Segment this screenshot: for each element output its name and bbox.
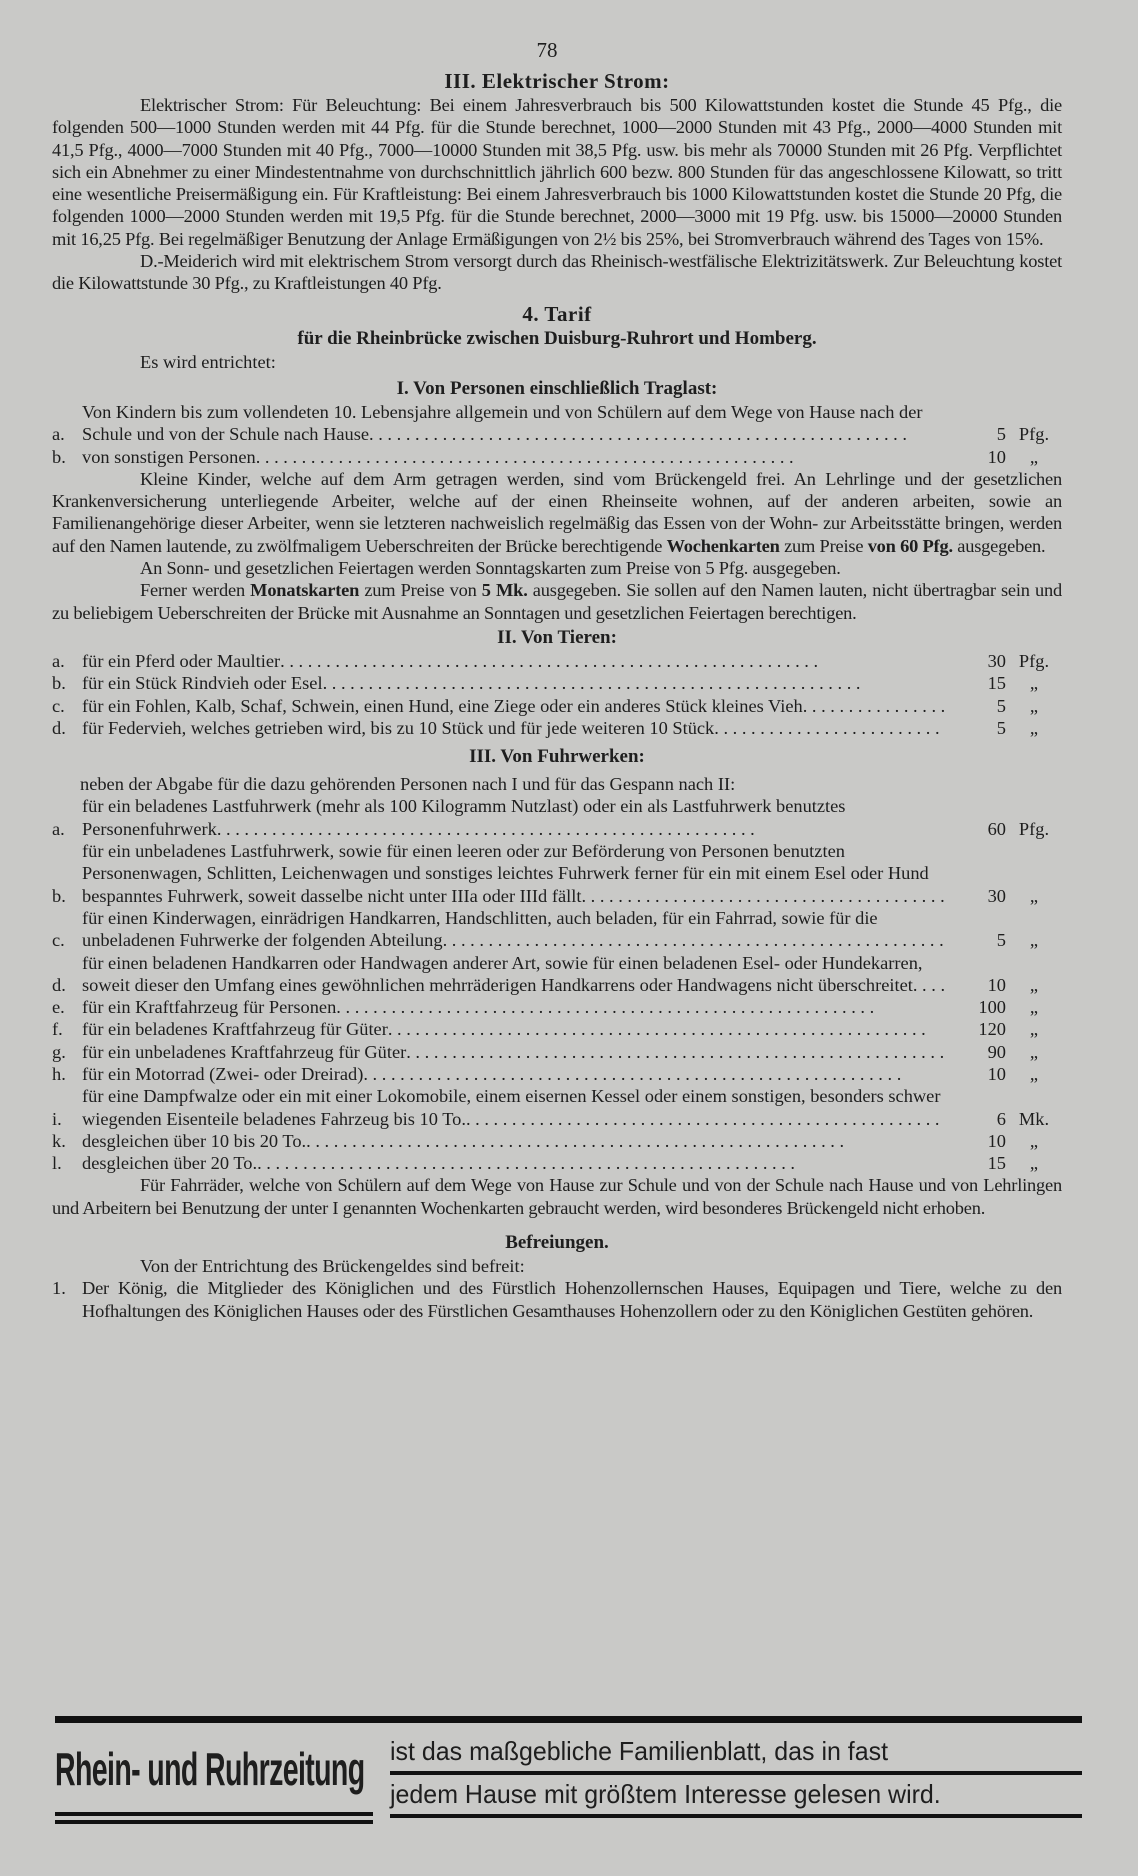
- item-amount: 5: [996, 424, 1006, 445]
- monatskarten-text-start: Ferner werden: [140, 580, 251, 601]
- wochenkarten-text: Kleine Kinder, welche auf dem Arm getragen werden, sind vom Brückengeld frei. An Lehrlinge und der gesetzlichen Krankenversicherung unterliegende Arbeiter, welche auf der einen Rheinseite wohnen, auf der anderen arbeiten, sowie an Familienangehörige dieser Arbeiter, wenn sie letzteren nachweislich regelmäßig das Essen von der Wohn- zur Arbeitsstätte bringen, werden auf den Namen lautende, zu zwölfmaligem Ueberschreiten der Brücke berechtigende: [52, 468, 1062, 556]
- item-unit: Pfg.: [1018, 818, 1050, 839]
- item-text: für ein Fohlen, Kalb, Schaf, Schwein, einen Hund, eine Ziege oder ein anderes Stück kleines Vieh . . .: [82, 695, 944, 717]
- fuhrwerke-tariff-list: [52, 795, 1062, 1174]
- item-text: für ein unbeladenes Kraftfahrzeug für Güter . . .: [82, 1041, 944, 1063]
- monatskarten-label: Monatskarten: [250, 580, 360, 601]
- tariff-row: [52, 1018, 1062, 1040]
- ad-rule: [55, 1820, 373, 1824]
- item-unit: „: [1029, 930, 1039, 951]
- tarif-heading: 4. Tarif: [522, 301, 592, 326]
- tariff-row: [52, 996, 1062, 1018]
- item-unit: „: [1029, 717, 1039, 738]
- document-page: [52, 38, 1062, 1322]
- item-amount: 60: [987, 818, 1006, 839]
- item-text: für ein unbeladenes Lastfuhrwerk, sowie für einen leeren oder zur Beförderung von Personen benutzten Personenwagen, Schlitten, Leichenwagen und sonstiges leichtes Fuhrwerk ferner für ein mit einem Esel oder Hund bespanntes Fuhrwerk, soweit dasselbe nicht unter IIIa oder IIId fällt . . .: [82, 840, 944, 907]
- item-text: für ein Kraftfahrzeug für Personen . . .: [82, 996, 944, 1018]
- item-text: für ein Motorrad (Zwei- oder Dreirad) . . .: [82, 1063, 944, 1085]
- item-letter: d.: [52, 974, 66, 995]
- fahrraeder-note: Für Fahrräder, welche von Schülern auf dem Wege von Hause zur Schule und von der Schule nach Hause und von Lehrlingen und Arbeitern bei Benutzung der unter I genannten Wochenkarten gebraucht werden, wird besonderes Brückengeld nicht erhoben.: [52, 1175, 1062, 1218]
- monatskarten-text-end: ausgegeben. Sie sollen auf den Namen lauten, nicht übertragbar sein und zu beliebigem Ueberschreiten der Brücke mit Ausnahme an Sonntagen und gesetzlichen Feiertagen berechtigen.: [52, 580, 1062, 623]
- item-letter: b.: [52, 673, 66, 694]
- item-unit: „: [1029, 974, 1039, 995]
- monatskarten-text-mid: zum Preise von: [359, 580, 482, 601]
- item-letter: g.: [52, 1041, 66, 1062]
- item-letter: b.: [52, 885, 66, 906]
- item-letter: c.: [52, 695, 65, 716]
- personen-tariff-list: [52, 401, 1062, 468]
- tariff-row: [52, 401, 1062, 446]
- item-unit: „: [1029, 1041, 1039, 1062]
- ad-text-line-1: ist das maßgebliche Familienblatt, das in fast: [390, 1736, 889, 1766]
- item-letter: b.: [52, 446, 66, 467]
- item-amount: 10: [987, 1130, 1006, 1151]
- tariff-row: [52, 840, 1062, 907]
- fuhrwerke-heading: III. Von Fuhrwerken:: [469, 746, 645, 768]
- monatskarten-paragraph: [52, 579, 1062, 624]
- wochenkarten-label: Wochenkarten: [666, 535, 780, 556]
- item-text: für einen beladenen Handkarren oder Handwagen anderer Art, sowie für einen beladenen Esel- oder Hundekarren, soweit dieser den Umfang eines gewöhnlichen mehrräderigen Handkarrens oder Handwagens nicht überschreitet . . .: [82, 952, 944, 997]
- tariff-row: [52, 695, 1062, 717]
- item-letter: a.: [52, 424, 65, 445]
- item-text: desgleichen über 20 To. . . .: [82, 1152, 944, 1174]
- item-unit: „: [1029, 1019, 1039, 1040]
- item-amount: 30: [987, 650, 1006, 671]
- item-unit: „: [1029, 1063, 1039, 1084]
- item-letter: i.: [52, 1108, 62, 1129]
- item-letter: d.: [52, 717, 66, 738]
- tariff-row: [52, 446, 1062, 468]
- item-unit: „: [1029, 695, 1039, 716]
- section-heading-strom: III. Elektrischer Strom:: [444, 69, 670, 93]
- item-amount: 90: [987, 1041, 1006, 1062]
- tariff-row: [52, 1152, 1062, 1174]
- tariff-row: [52, 1130, 1062, 1152]
- item-unit: „: [1029, 1153, 1039, 1174]
- befreiungen-heading: Befreiungen.: [505, 1232, 609, 1254]
- tariff-row: [52, 952, 1062, 997]
- item-letter: k.: [52, 1130, 66, 1151]
- item-text: für ein Stück Rindvieh oder Esel . . .: [82, 672, 944, 694]
- item-amount: 5: [996, 717, 1006, 738]
- item-text: Der König, die Mitglieder des Königlichen und des Fürstlich Hohenzollernschen Hauses, Equipagen und Tiere, welche zu den Hofhaltungen des Königlichen Hauses oder des Fürstlichen Gesamthauses Hohenzollern oder zu den Königlichen Gestüten gehören.: [82, 1278, 1062, 1321]
- tarif-subheading: für die Rheinbrücke zwischen Duisburg-Ruhrort und Homberg.: [297, 327, 817, 349]
- item-text: für ein beladenes Kraftfahrzeug für Güter . . .: [82, 1018, 944, 1040]
- item-text: Von Kindern bis zum vollendeten 10. Lebensjahre allgemein und von Schülern auf dem Wege von Hause nach der Schule und von der Schule nach Hause . . .: [82, 401, 944, 446]
- wochenkarten-text-mid: zum Preise: [779, 535, 868, 556]
- monatskarten-price: 5 Mk.: [481, 580, 528, 601]
- strom-paragraph: Elektrischer Strom: Für Beleuchtung: Bei einem Jahresverbrauch bis 500 Kilowattstunden kostet die Stunde 45 Pfg., die folgenden 500—1000 Stunden werden mit 44 Pfg. für die Stunde berechnet, 1000—2000 Stunden mit 43 Pfg., 2000—4000 Stunden mit 41,5 Pfg., 4000—7000 Stunden mit 40 Pfg., 7000—10000 Stunden mit 38,5 Pfg. usw. bis mehr als 70000 Stunden mit 26 Pfg. Verpflichtet sich ein Abnehmer zu einer Mindestentnahme von durchschnittlich jährlich 600 bezw. 800 Stunden für das angeschlossene Kilowatt, so tritt eine wesentliche Preisermäßigung ein. Für Kraftleistung: Bei einem Jahresverbrauch bis 1000 Kilowattstunden kostet die Stunde 20 Pfg, die folgenden 1000—2000 Stunden werden mit 19,5 Pfg. für die Stunde berechnet, 2000—3000 mit 19 Pfg. usw. bis 15000—20000 Stunden mit 16,25 Pfg. Bei regelmäßiger Benutzung der Anlage Ermäßigungen von 2½ bis 25%, bei Stromverbrauch während des Tages von 15%.: [52, 95, 1062, 249]
- item-letter: l.: [52, 1153, 62, 1174]
- ad-top-rule: [55, 1716, 1082, 1723]
- item-text: für ein Pferd oder Maultier . . .: [82, 650, 944, 672]
- ad-text-line-2: jedem Hause mit größtem Interesse gelesen wird.: [390, 1779, 941, 1809]
- wochenkarten-price: von 60 Pfg.: [867, 535, 953, 556]
- page-number: 78: [536, 38, 558, 62]
- item-text: für Federvieh, welches getrieben wird, bis zu 10 Stück und für jede weiteren 10 Stück . . .: [82, 717, 944, 739]
- ad-rule: [390, 1814, 1082, 1818]
- wochenkarten-paragraph: [52, 468, 1062, 557]
- item-amount: 10: [987, 446, 1006, 467]
- item-letter: h.: [52, 1063, 66, 1084]
- befreiungen-intro: Von der Entrichtung des Brückengeldes sind befreit:: [140, 1256, 525, 1277]
- item-unit: „: [1029, 673, 1039, 694]
- personen-heading: I. Von Personen einschließlich Traglast:: [396, 377, 718, 399]
- item-letter: c.: [52, 930, 65, 951]
- tariff-row: [52, 1085, 1062, 1130]
- item-unit: „: [1029, 997, 1039, 1018]
- item-letter: a.: [52, 818, 65, 839]
- meiderich-paragraph: D.-Meiderich wird mit elektrischem Strom versorgt durch das Rheinisch-westfälische Elektrizitätswerk. Zur Beleuchtung kostet die Kilowattstunde 30 Pfg., zu Kraftleistungen 40 Pfg.: [52, 251, 1062, 294]
- wochenkarten-text-end: ausgegeben.: [952, 535, 1046, 556]
- ad-rule: [55, 1812, 373, 1816]
- item-letter: a.: [52, 650, 65, 671]
- item-amount: 10: [987, 974, 1006, 995]
- item-text: desgleichen über 10 bis 20 To. . . .: [82, 1130, 944, 1152]
- item-amount: 5: [996, 695, 1006, 716]
- item-text: für eine Dampfwalze oder ein mit einer Lokomobile, einem eisernen Kessel oder einem sonstigen, besonders schwer wiegenden Eisenteile beladenes Fahrzeug bis 10 To. . . .: [82, 1085, 944, 1130]
- befreiungen-item: [52, 1277, 1062, 1322]
- item-unit: Mk.: [1018, 1108, 1050, 1129]
- item-amount: 10: [987, 1063, 1006, 1084]
- tarif-intro: Es wird entrichtet:: [140, 351, 276, 372]
- item-amount: 5: [996, 930, 1006, 951]
- item-unit: Pfg.: [1018, 650, 1050, 671]
- item-unit: „: [1029, 1130, 1039, 1151]
- tiere-tariff-list: [52, 650, 1062, 739]
- item-amount: 120: [978, 1019, 1006, 1040]
- item-unit: Pfg.: [1018, 424, 1050, 445]
- item-text: für ein beladenes Lastfuhrwerk (mehr als 100 Kilogramm Nutzlast) oder ein als Lastfuhrwerk benutztes Personenfuhrwerk . . .: [82, 795, 944, 840]
- item-text: von sonstigen Personen . . .: [82, 446, 944, 468]
- item-text: für einen Kinderwagen, einrädrigen Handkarren, Handschlitten, auch beladen, für ein Fahrrad, sowie für die unbeladenen Fuhrwerke der folgenden Abteilung . . .: [82, 907, 944, 952]
- tariff-row: [52, 717, 1062, 739]
- tariff-row: [52, 672, 1062, 694]
- tariff-row: [52, 795, 1062, 840]
- item-number: 1.: [52, 1278, 66, 1299]
- fuhrwerke-intro: neben der Abgabe für die dazu gehörenden Personen nach I und für das Gespann nach II:: [80, 774, 736, 795]
- tariff-row: [52, 650, 1062, 672]
- item-unit: „: [1029, 885, 1039, 906]
- item-amount: 6: [996, 1108, 1006, 1129]
- advertisement: [55, 1716, 1082, 1826]
- item-letter: e.: [52, 997, 65, 1018]
- sonntagskarten-paragraph: An Sonn- und gesetzlichen Feiertagen werden Sonntagskarten zum Preise von 5 Pfg. ausgegeben.: [140, 558, 841, 579]
- item-unit: „: [1029, 446, 1039, 467]
- newspaper-name: Rhein- und Ruhrzeitung: [55, 1743, 365, 1795]
- tariff-row: [52, 1041, 1062, 1063]
- item-amount: 15: [987, 673, 1006, 694]
- item-letter: f.: [52, 1019, 63, 1040]
- item-amount: 30: [987, 885, 1006, 906]
- item-amount: 15: [987, 1153, 1006, 1174]
- tariff-row: [52, 907, 1062, 952]
- item-amount: 100: [978, 997, 1006, 1018]
- tariff-row: [52, 1063, 1062, 1085]
- ad-rule: [390, 1771, 1082, 1775]
- tiere-heading: II. Von Tieren:: [497, 626, 617, 648]
